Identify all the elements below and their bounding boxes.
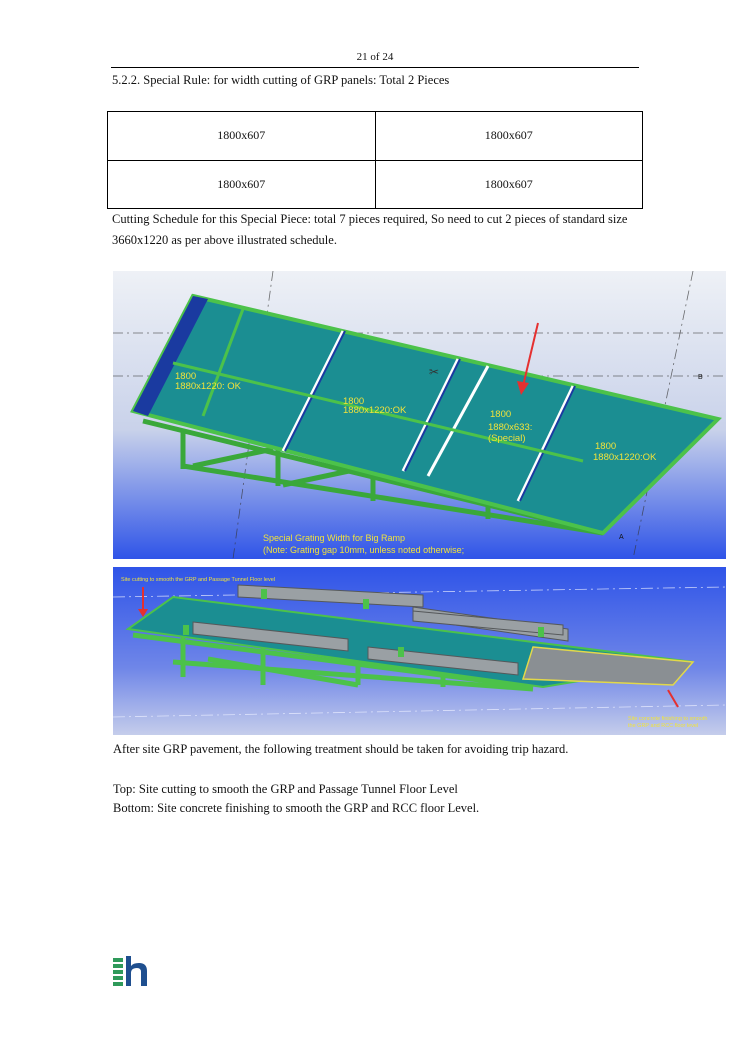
tunnel-transition-figure [113, 567, 726, 735]
tunnel-render [113, 567, 726, 735]
treatment-bottom: Bottom: Site concrete finishing to smooth the GRP and RCC floor Level. [113, 801, 480, 815]
treatment-top: Top: Site cutting to smooth the GRP and Passage Tunnel Floor Level [113, 782, 458, 796]
tunnel-bottom-note-line2: the GRP and RCC floor level [628, 723, 699, 729]
tunnel-bottom-note-line1: Site concrete finishing to smooth [628, 716, 708, 722]
header-rule [111, 67, 639, 68]
page-number: 21 of 24 [356, 51, 394, 63]
company-logo [113, 956, 147, 986]
panel-label-3-top: 1800 [490, 409, 512, 420]
panel-label-4-top: 1800 [595, 441, 617, 452]
panel-label-4-bottom: 1880x1220:OK [593, 452, 657, 463]
panel-label-2-top: 1800 [343, 396, 365, 407]
treatment-intro: After site GRP pavement, the following treatment should be taken for avoiding trip hazard. [113, 742, 569, 756]
scissors-icon: ✂ [429, 365, 440, 379]
ramp-caption-line2: (Note: Grating gap 10mm, unless noted otherwise; [263, 545, 465, 555]
tunnel-top-note: Site cutting to smooth the GRP and Passage Tunnel Floor level [121, 577, 275, 583]
grid-mark-b: B [698, 374, 703, 381]
panel-label-1-top: 1800 [175, 371, 197, 382]
table-cell: 1800x607 [108, 160, 376, 209]
grid-mark-a: A [619, 534, 624, 541]
section-heading: 5.2.2. Special Rule: for width cutting of GRP panels: Total 2 Pieces [112, 73, 450, 87]
panel-label-2-bottom: 1880x1220:OK [343, 405, 407, 416]
table-cell: 1800x607 [375, 160, 643, 209]
table-cell: 1800x607 [375, 112, 643, 161]
panel-label-3-bottom: 1880x633: [488, 422, 533, 433]
table-cell: 1800x607 [108, 112, 376, 161]
ramp-render [113, 271, 726, 559]
ramp-model-figure [113, 271, 726, 559]
ramp-caption-line1: Special Grating Width for Big Ramp [263, 533, 406, 543]
panel-label-3-extra: (Special) [488, 433, 526, 444]
cutting-table [107, 111, 643, 209]
table-row [108, 160, 643, 209]
schedule-paragraph: Cutting Schedule for this Special Piece: total 7 pieces required, So need to cut 2 pieces of standard size 3660x1220 as per above illustrated schedule. [112, 212, 628, 247]
panel-label-1-bottom: 1880x1220: OK [175, 381, 242, 392]
table-row [108, 112, 643, 161]
